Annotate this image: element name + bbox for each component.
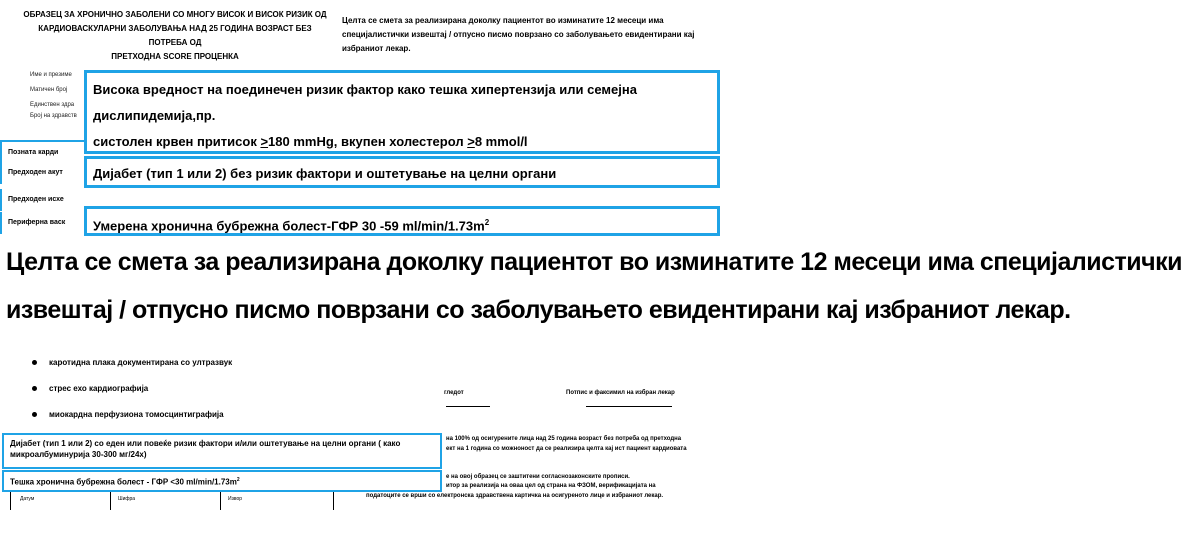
footnote: итор за реализија на оваа цел од страна на ФЗОМ, верификацијата на <box>446 483 656 489</box>
bullet-item <box>32 358 232 367</box>
form-title-line: ОБРАЗЕЦ ЗА ХРОНИЧНО ЗАБОЛЕНИ СО МНОГУ ВИСОК И ВИСОК РИЗИК ОД <box>23 10 327 19</box>
cholesterol-value: 8 mmol/l <box>474 134 528 149</box>
bullet-text: каротидна плака документирана со ултразвук <box>49 358 233 367</box>
bullet-dot-icon <box>32 386 37 391</box>
severe-renal-sup: 2 <box>236 477 240 483</box>
form-top-note: Целта се смета за реализирана доколку пациентот во изминатите 12 месеци има специјалистички извештај / отпусно писмо поврзано со заболувањето евидентирани кај избраниот лекар. <box>342 16 695 53</box>
bullet-dot-icon <box>32 412 37 417</box>
severe-renal-text: Тешка хронична бубрежна болест - ГФР <30 ml/min/1.73m <box>10 477 237 487</box>
bullet-dot-icon <box>32 360 37 365</box>
high-risk-prefix: систолен крвен притисок <box>93 134 261 149</box>
renal-callout <box>84 206 720 236</box>
bottom-table <box>10 492 334 510</box>
form-title <box>20 8 330 64</box>
row-peripheral: Периферна васк <box>0 212 88 234</box>
high-risk-mid: , вкупен холестерол <box>333 134 468 149</box>
goal-overlay-text <box>0 236 1182 342</box>
embg-label: Единствен здра <box>30 102 75 108</box>
ge-symbol: > <box>467 134 475 149</box>
bullet-text: стрес ехо кардиографија <box>49 384 149 393</box>
table-divider <box>110 492 111 510</box>
bullet-item <box>32 384 148 393</box>
form-title-line: ПРЕТХОДНА SCORE ПРОЦЕНКА <box>111 52 239 61</box>
footnote: ект на 1 година со можноност да се реализира целта кај ист пациент кардиовата <box>446 446 687 452</box>
row-acute-event: Предходен акут <box>0 162 88 184</box>
row-ischemic: Предходен исхе <box>0 189 88 211</box>
severe-renal-box <box>2 470 442 492</box>
renal-sup: 2 <box>484 218 490 227</box>
renal-text: Умерена хронична бубрежна болест-ГФР 30 -59 ml/min/1.73m <box>93 218 485 234</box>
overlay-line1: Целта се смета за реализирана доколку пациентот во изминатите 12 месеци има специјалистички <box>6 248 1182 276</box>
bullet-item <box>32 410 224 419</box>
signature-doctor-label: гледот <box>444 390 464 396</box>
diabetes-callout: Дијабет (тип 1 или 2) без ризик фактори и оштетување на целни органи <box>84 156 720 188</box>
row-known-cardio: Позната карди <box>0 140 88 162</box>
signature-line <box>586 406 672 407</box>
footnote: податоците се врши со електронска здравствена картичка на осигуреното лице и избраниот лекар. <box>366 493 664 499</box>
overlay-line2: извештај / отпусно писмо поврзани со заболувањето евидентирани кај избраниот лекар. <box>6 296 1071 324</box>
bp-value: 180 mmHg <box>268 134 334 149</box>
high-risk-callout <box>84 70 720 154</box>
col-source: Извор <box>228 496 243 502</box>
footnote: на 100% од осигурените лица над 25 година возраст без потреба од претходна <box>446 436 682 442</box>
signature-line <box>446 406 490 407</box>
ge-symbol: > <box>260 134 269 149</box>
registry-label: Матичен број <box>30 87 68 93</box>
name-label: Име и презиме <box>30 72 72 78</box>
high-risk-line2 <box>93 129 711 155</box>
footnote: е на овој образец се заштитени согласнозаконските прописи. <box>446 474 630 480</box>
diabetes-risk-box: Дијабет (тип 1 или 2) со еден или повеќе ризик фактори и/или оштетување на целни органи ( како микроалбуминурија 30-300 мг/24х) <box>2 433 442 469</box>
health-card-label: Број на здравств <box>30 113 77 119</box>
signature-label: Потпис и факсимил на избран лекар <box>566 390 675 396</box>
table-divider <box>220 492 221 510</box>
col-code: Шифра <box>118 496 136 502</box>
form-title-line: КАРДИОВАСКУЛАРНИ ЗАБОЛУВАЊА НАД 25 ГОДИНА ВОЗРАСТ БЕЗ ПОТРЕБА ОД <box>38 24 312 47</box>
bullet-text: миокардна перфузиона томосцинтиграфија <box>49 410 224 419</box>
col-date: Датум <box>20 496 35 502</box>
high-risk-line1: Висока вредност на поединечен ризик фактор како тешка хипертензија или семејна дислипидемија,пр. <box>93 82 637 123</box>
